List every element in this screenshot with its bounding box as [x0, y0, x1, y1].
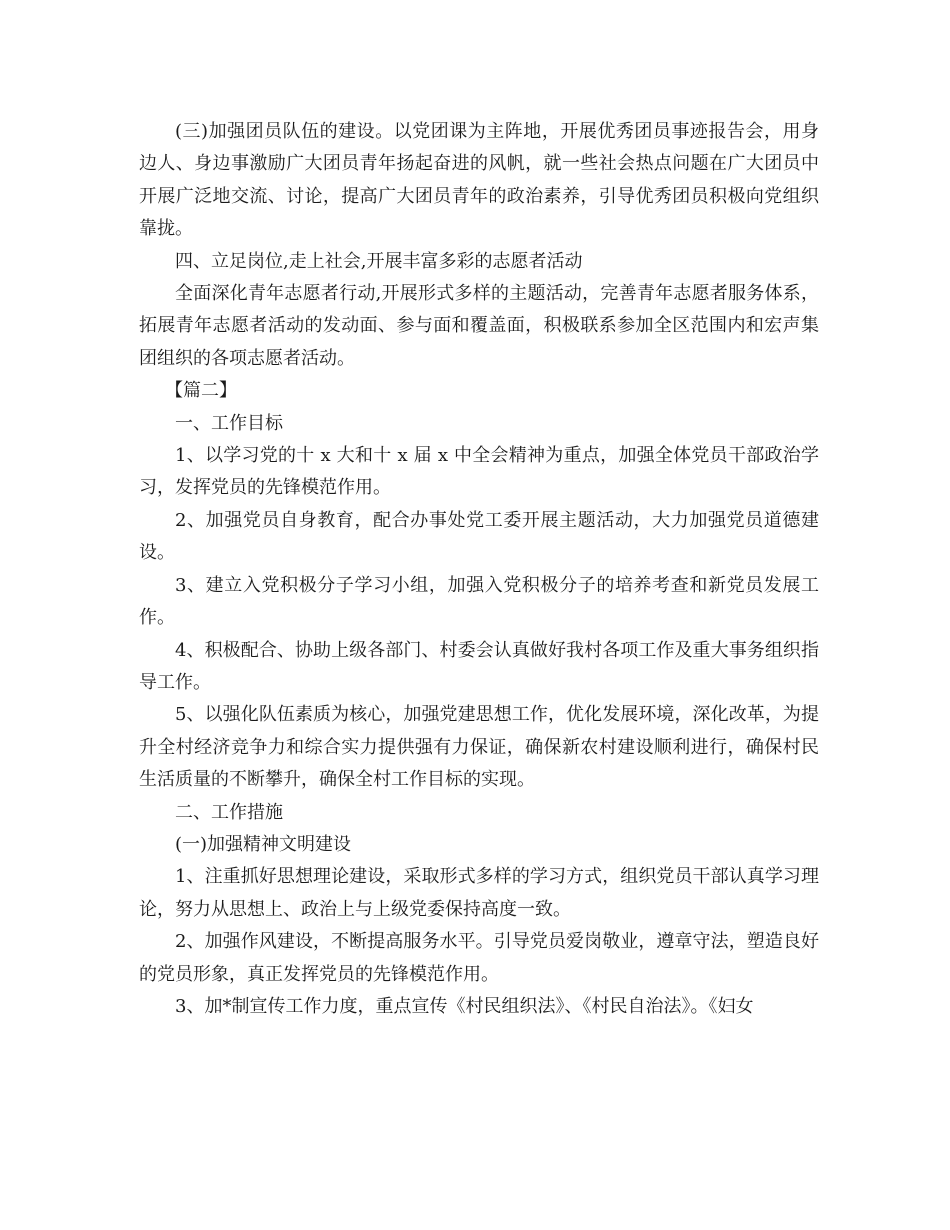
goal-item-3: 3、建立入党积极分子学习小组，加强入党积极分子的培养考查和新党员发展工作。 — [139, 574, 819, 629]
section-heading-volunteer: 四、立足岗位,走上社会,开展丰富多彩的志愿者活动 — [175, 250, 583, 272]
document-body — [139, 116, 819, 1023]
goal-item-1: 1、以学习党的十 x 大和十 x 届 x 中全会精神为重点，加强全体党员干部政治学习，发挥党员的先锋模范作用。 — [139, 445, 819, 499]
paragraph-team-building: (三)加强团员队伍的建设。以党团课为主阵地，开展优秀团员事迹报告会，用身边人、身边事激励广大团员青年扬起奋进的风帆，就一些社会热点问题在广大团员中开展广泛地交流、讨论，提高广大团员青年的政治素养，引导优秀团员积极向党组织靠拢。 — [139, 121, 819, 240]
measure-item-3: 3、加*制宣传工作力度，重点宣传《村民组织法》、《村民自治法》。《妇女 — [175, 995, 754, 1017]
subsection-heading-civilization: (一)加强精神文明建设 — [175, 833, 352, 855]
measure-item-2: 2、加强作风建设，不断提高服务水平。引导党员爱岗敬业，遵章守法，塑造良好的党员形象，真正发挥党员的先锋模范作用。 — [139, 931, 819, 985]
goal-item-4: 4、积极配合、协助上级各部门、村委会认真做好我村各项工作及重大事务组织指导工作。 — [139, 639, 819, 693]
measure-item-1: 1、注重抓好思想理论建设，采取形式多样的学习方式，组织党员干部认真学习理论，努力从思想上、政治上与上级党委保持高度一致。 — [139, 866, 819, 920]
goal-item-5: 5、以强化队伍素质为核心，加强党建思想工作，优化发展环境，深化改革，为提升全村经济竞争力和综合实力提供强有力保证，确保新农村建设顺利进行，确保村民生活质量的不断攀升，确保全村工作目标的实现。 — [139, 704, 819, 791]
section-heading-goals: 一、工作目标 — [175, 412, 283, 434]
goal-item-2: 2、加强党员自身教育，配合办事处党工委开展主题活动，大力加强党员道德建设。 — [139, 509, 819, 564]
section-heading-measures: 二、工作措施 — [175, 801, 283, 823]
part-heading-two: 【篇二】 — [165, 380, 237, 402]
paragraph-volunteer: 全面深化青年志愿者行动,开展形式多样的主题活动，完善青年志愿者服务体系，拓展青年志愿者活动的发动面、参与面和覆盖面，积极联系参加全区范围内和宏声集团组织的各项志愿者活动。 — [139, 283, 819, 369]
